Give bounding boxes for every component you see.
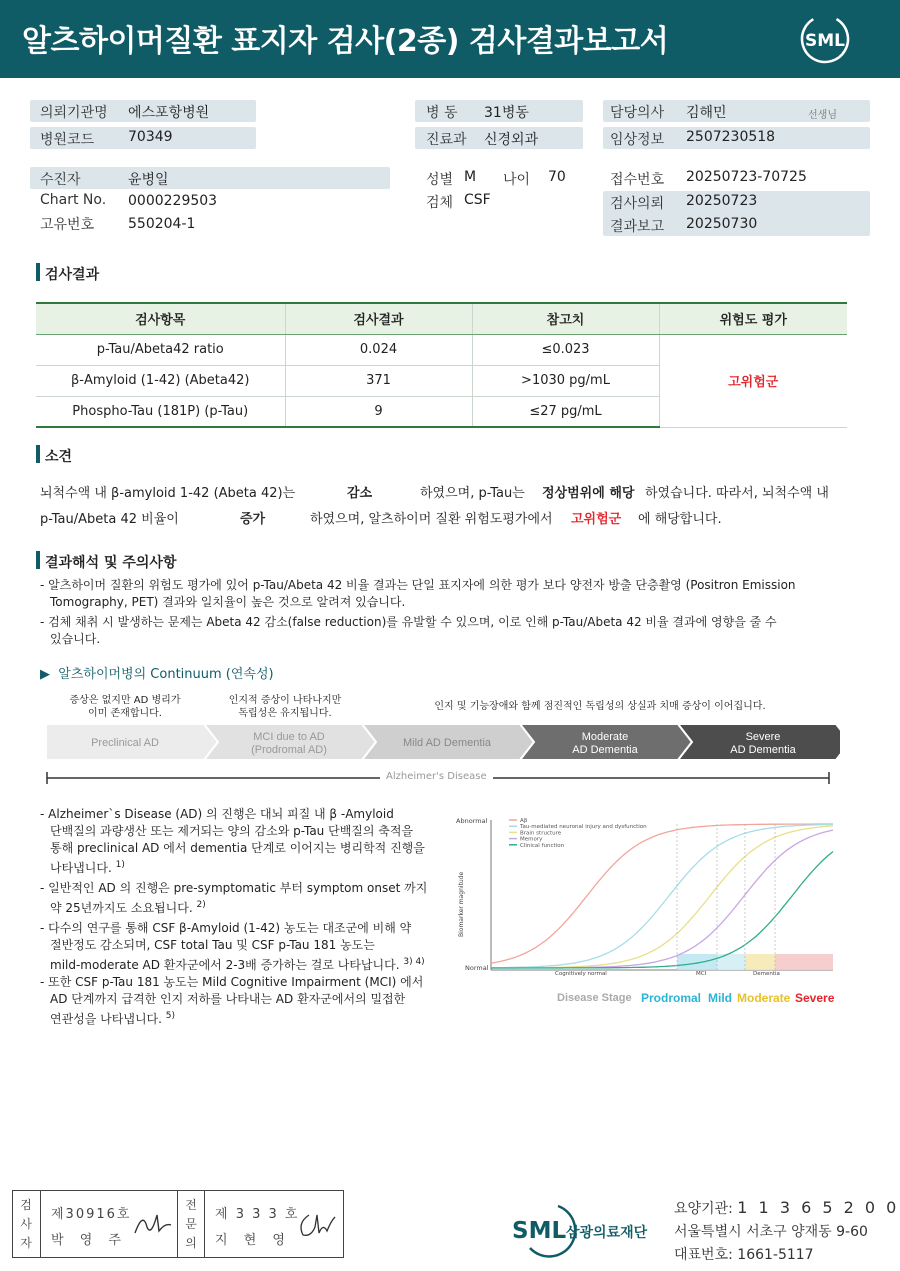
chart-ylabel: Biomarker magnitude (458, 871, 465, 937)
stage-band (745, 954, 775, 970)
sex-value: M (464, 169, 477, 185)
request-label: 검사의뢰 (610, 196, 665, 212)
row-result: 371 (285, 365, 472, 396)
chart-y-top-label: Abnormal (456, 817, 488, 825)
row-result: 9 (285, 396, 472, 427)
inspector-license-no: 제30916호 (51, 1207, 132, 1222)
sex-label: 성별 (426, 172, 454, 188)
org-name: 삼광의료재단 (566, 1225, 648, 1241)
chart-no-label: Chart No. (40, 192, 107, 208)
continuum-title-text: 알츠하이머병의 Continuum (연속성) (58, 667, 274, 682)
stage-note-preclinical-line-2: 이미 존재합니다. (88, 708, 162, 719)
findings-section-title: 소견 (45, 449, 73, 465)
note-1-line-1: - Alzheimer`s Disease (AD) 의 진행은 대뇌 피질 내 β -Amyloid (40, 807, 394, 821)
biomarker-chart (455, 812, 840, 1012)
results-section-marker (36, 263, 40, 281)
results-section-title: 검사결과 (45, 267, 100, 283)
note-1-ref: 1) (115, 860, 125, 870)
info-bar-patient (30, 167, 390, 189)
row-item: p-Tau/Abeta42 ratio (36, 334, 285, 365)
stage-note-mci-line-1: 인지적 증상이 나타나지만 (228, 695, 342, 706)
sml-logo (797, 12, 853, 66)
patient-value: 윤병일 (128, 172, 169, 188)
disease-stage-name: Severe (795, 991, 835, 1005)
row-reference: ≤27 pg/mL (472, 396, 659, 427)
inspector-label-char: 검 (20, 1198, 32, 1212)
clinical-label: 임상정보 (610, 132, 665, 148)
org-logo (510, 1200, 660, 1260)
org-phone-value: 1661-5117 (737, 1247, 814, 1263)
stage-label: Severe (745, 731, 781, 743)
unique-no-label: 고유번호 (40, 217, 95, 233)
continuum-arrow-bar (46, 722, 840, 762)
legend-label: Memory (520, 836, 543, 843)
stage-note-preclinical (40, 694, 210, 720)
patient-label: 수진자 (40, 172, 81, 188)
receipt-label: 접수번호 (610, 172, 665, 188)
note-1-line-4-text: 나타냅니다. (50, 861, 112, 875)
specimen-value: CSF (464, 192, 491, 208)
report-header (0, 0, 900, 78)
inspector-label-char: 사 (20, 1217, 32, 1231)
continuum-title (40, 663, 274, 682)
note-4-line-2: AD 단계까지 급격한 인지 저하를 나타내는 AD 환자군에서의 밀접한 (50, 992, 406, 1006)
findings-text-1c: 하였으며, p-Tau는 (420, 486, 525, 501)
disease-stage-label: Disease Stage (557, 992, 632, 1004)
stage-label: AD Dementia (730, 744, 796, 756)
report-title: 알츠하이머질환 표지자 검사(2종) 검사결과보고서 (22, 24, 669, 59)
note-2-ref: 2) (196, 900, 206, 910)
row-item: β-Amyloid (1-42) (Abeta42) (36, 365, 285, 396)
row-result: 0.024 (285, 334, 472, 365)
stage-note-mci (200, 694, 370, 720)
ad-span-label: Alzheimer's Disease (380, 771, 493, 782)
stage-label: Mild AD Dementia (402, 737, 492, 749)
disease-stage-name: Mild (708, 991, 732, 1005)
chart-x-label-cognitively-normal: Cognitively normal (555, 971, 607, 977)
triangle-icon: ▶ (40, 667, 59, 682)
institution-code-value: 1 1 3 6 5 2 0 0 (737, 1198, 900, 1217)
col-header-risk: 위험도 평가 (659, 303, 847, 334)
series-line (491, 852, 833, 968)
legend-label: Brain structure (520, 830, 562, 837)
findings-text-2b: 증가 (240, 512, 266, 527)
note-1-line-2: 단백질의 과량생산 또는 제거되는 양의 감소와 p-Tau 단백질의 축적을 (50, 824, 414, 838)
stage-note-preclinical-line-1: 증상은 없지만 AD 병리가 (69, 695, 181, 706)
doctor-label: 담당의사 (610, 105, 665, 121)
note-4-line-1: - 또한 CSF p-Tau 181 농도는 Mild Cognitive Impairment (MCI) 에서 (40, 975, 424, 989)
note-3-line-3 (50, 954, 425, 974)
report-date-label: 결과보고 (610, 219, 665, 235)
stage-label: Moderate (581, 731, 629, 743)
chart-no-value: 0000229503 (128, 193, 218, 209)
col-header-reference: 참고치 (472, 303, 659, 334)
specialist-name: 지 현 영 (215, 1233, 291, 1248)
note-2-line-1: - 일반적인 AD 의 진행은 pre-symptomatic 부터 symptom onset 까지 (40, 881, 428, 895)
interp-section-marker (36, 551, 40, 569)
stage-label: MCI due to AD (253, 731, 325, 743)
legend-label: Aβ (520, 818, 528, 824)
note-3-line-1: - 다수의 연구를 통해 CSF β-Amyloid (1-42) 농도는 대조군에 비해 약 (40, 921, 412, 935)
org-phone-label: 대표번호: (674, 1247, 733, 1263)
note-4-line-3-text: 연관성을 나타냅니다. (50, 1012, 162, 1026)
sml-logo-text: SML (805, 31, 845, 51)
chart-y-bottom-label: Normal (465, 964, 489, 972)
ward-value: 31병동 (484, 105, 529, 121)
note-3-line-3-text: mild-moderate AD 환자군에서 2-3배 증가하는 걸로 나타납니다. (50, 958, 400, 972)
findings-text-2e: 에 해당합니다. (638, 512, 722, 527)
inspector-label-cell (13, 1191, 41, 1257)
specialist-label-char: 전 (185, 1198, 197, 1212)
findings-text-1a: 뇌척수액 내 β-amyloid 1-42 (Abeta 42)는 (40, 486, 296, 501)
chart-x-label-mci: MCI (696, 971, 707, 977)
specialist-signature (295, 1207, 339, 1241)
series-line (491, 830, 833, 968)
signature-box (12, 1190, 344, 1258)
specimen-label: 검체 (426, 195, 454, 211)
org-phone (674, 1244, 814, 1264)
col-header-result: 검사결과 (285, 303, 472, 334)
note-3-ref: 3) 4) (403, 957, 425, 967)
findings-text-1e: 하였습니다. 따라서, 뇌척수액 내 (645, 486, 829, 501)
findings-section-marker (36, 445, 40, 463)
inspector-signature (131, 1205, 175, 1241)
dept-value: 신경외과 (484, 132, 539, 148)
stage-band (775, 954, 833, 970)
specialist-label-cell (177, 1191, 205, 1257)
org-logo-text: SML (512, 1218, 567, 1244)
interp-bullet-2-line-1: - 검체 채취 시 발생하는 문제는 Abeta 42 감소(false reduction)를 유발할 수 있으며, 이로 인해 p-Tau/Abeta 42 비율 결과에 영향을 줄 수 (40, 615, 777, 629)
request-value: 20250723 (686, 193, 758, 209)
legend-label: Tau-mediated neuronal injury and dysfunction (520, 824, 647, 831)
institution-value: 에스포항병원 (128, 105, 210, 121)
age-label: 나이 (503, 172, 531, 188)
interp-bullet-2-line-2: 있습니다. (50, 632, 101, 646)
ward-label: 병 동 (426, 105, 458, 121)
clinical-value: 2507230518 (686, 129, 776, 145)
interp-bullet-1-line-1: - 알츠하이머 질환의 위험도 평가에 있어 p-Tau/Abeta 42 비율 결과는 단일 표지자에 의한 평가 보다 양전자 방출 단층촬영 (Positron Emission (40, 578, 796, 592)
note-2-line-2 (50, 897, 206, 917)
dept-label: 진료과 (426, 132, 467, 148)
chart-x-label-dementia: Dementia (753, 971, 780, 977)
note-2-line-2-text: 약 25년까지도 소요됩니다. (50, 901, 193, 915)
note-3-line-2: 절반정도 감소되며, CSF total Tau 및 CSF p-Tau 181 농도는 (50, 938, 375, 952)
stage-label: (Prodromal AD) (251, 744, 327, 756)
doctor-value: 김해민 (686, 105, 727, 121)
interp-section-title: 결과해석 및 주의사항 (45, 555, 177, 571)
note-4-line-3 (50, 1008, 175, 1028)
results-header-row (36, 303, 847, 334)
note-1-line-3: 통해 preclinical AD 에서 dementia 단계로 이어지는 병리학적 진행을 (50, 841, 425, 855)
specialist-license-no: 제 3 3 3 호 (215, 1207, 300, 1222)
stage-label: AD Dementia (572, 744, 638, 756)
disease-stage-name: Moderate (737, 991, 791, 1005)
findings-text-2c: 하였으며, 알츠하이머 질환 위험도평가에서 (310, 512, 553, 527)
doctor-suffix: 선생님 (808, 110, 837, 121)
row-item: Phospho-Tau (181P) (p-Tau) (36, 396, 285, 427)
hospital-code-value: 70349 (128, 129, 173, 145)
interp-bullet-1-line-2: Tomography, PET) 결과와 일치율이 높은 것으로 알려져 있습니다. (50, 595, 406, 609)
stage-note-mci-line-2: 독립성은 유지됩니다. (238, 708, 332, 719)
inspector-name: 박 영 주 (51, 1233, 127, 1248)
stage-note-dementia: 인지 및 기능장애와 함께 점진적인 독립성의 상실과 치매 증상이 이어집니다. (434, 701, 766, 712)
note-4-ref: 5) (165, 1011, 176, 1021)
receipt-value: 20250723-70725 (686, 169, 807, 185)
findings-text-1b: 감소 (347, 486, 373, 501)
note-1-line-4 (50, 857, 125, 877)
org-address: 서울특별시 서초구 양재동 9-60 (674, 1224, 868, 1240)
legend-label: Clinical function (520, 842, 565, 849)
findings-text-2a: p-Tau/Abeta 42 비율이 (40, 512, 179, 527)
age-value: 70 (548, 169, 566, 185)
findings-text-1d: 정상범위에 해당 (542, 486, 635, 501)
hospital-code-label: 병원코드 (40, 132, 95, 148)
row-reference: ≤0.023 (472, 334, 659, 365)
specialist-label-char: 의 (185, 1236, 197, 1250)
row-reference: >1030 pg/mL (472, 365, 659, 396)
findings-text-2d: 고위험군 (571, 512, 622, 527)
table-row (36, 334, 847, 365)
institution-code (674, 1198, 899, 1218)
inspector-label-char: 자 (20, 1236, 32, 1250)
stage-label: Preclinical AD (91, 737, 159, 749)
col-header-item: 검사항목 (36, 303, 285, 334)
risk-assessment: 고위험군 (659, 334, 847, 427)
unique-no-value: 550204-1 (128, 216, 196, 232)
institution-code-label: 요양기관: (674, 1201, 733, 1217)
report-date-value: 20250730 (686, 216, 758, 232)
institution-label: 의뢰기관명 (40, 105, 108, 121)
specialist-label-char: 문 (185, 1217, 197, 1231)
stage-band (677, 954, 717, 970)
disease-stage-name: Prodromal (641, 991, 702, 1005)
results-table (36, 302, 847, 428)
